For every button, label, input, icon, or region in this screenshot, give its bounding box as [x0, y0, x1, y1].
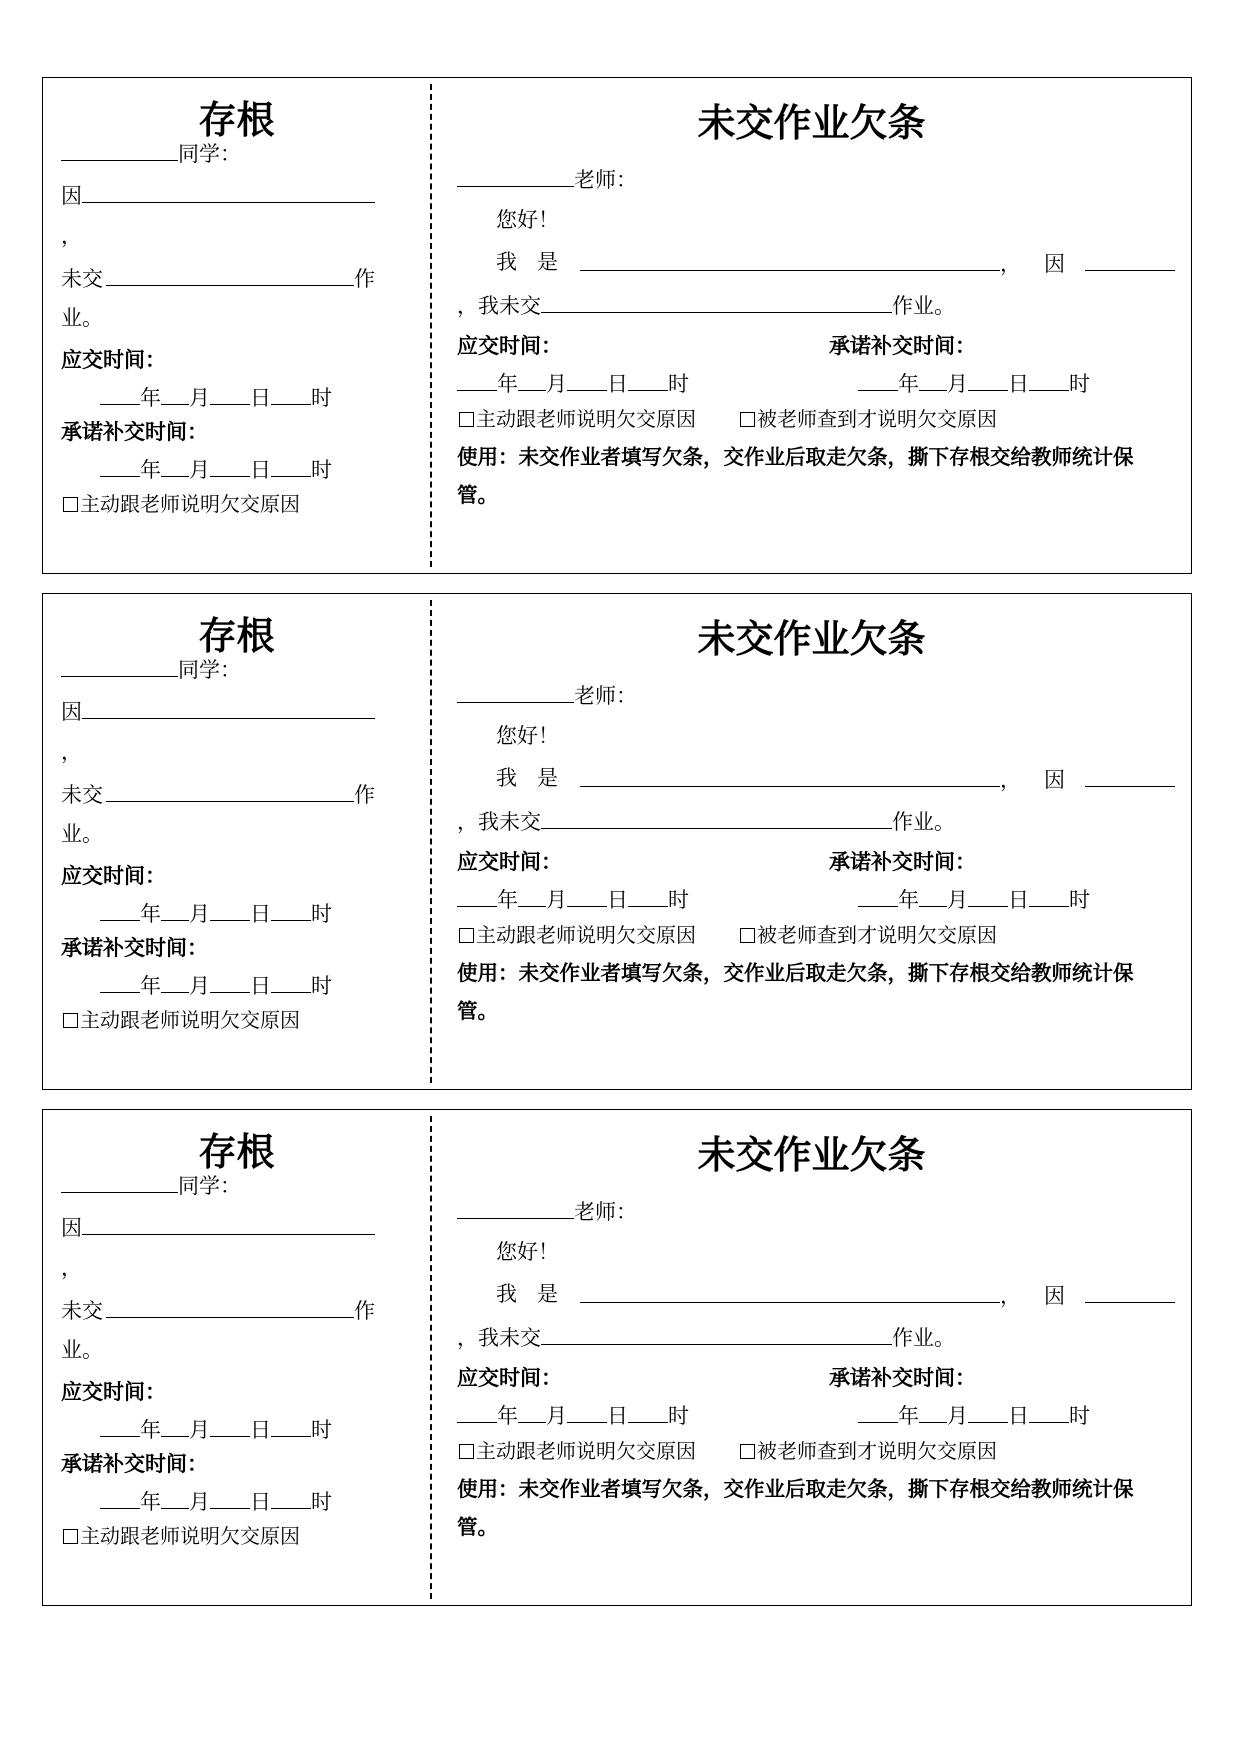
- homework-suffix: 作业。: [892, 1326, 955, 1350]
- teacher-name-field[interactable]: [457, 166, 574, 187]
- main-homework-field[interactable]: [541, 808, 892, 829]
- student-name-field[interactable]: [580, 766, 1000, 787]
- checkbox-label: 主动跟老师说明欠交原因: [80, 1008, 300, 1032]
- comma: ，: [1000, 1284, 1021, 1308]
- checkbox-caught-row[interactable]: [740, 923, 997, 947]
- teacher-name-field[interactable]: [457, 1198, 574, 1219]
- main-unsubmitted-row: [457, 808, 955, 834]
- i-am-word-1: 我: [496, 766, 517, 790]
- month-label: 月: [947, 1404, 968, 1428]
- main-promise-date-row: [858, 1402, 1090, 1428]
- due-month-field[interactable]: [518, 886, 546, 907]
- greeting: 您好！: [496, 724, 559, 748]
- month-label: 月: [947, 372, 968, 396]
- checkbox-icon[interactable]: [63, 1529, 78, 1544]
- promise-year-field[interactable]: [100, 972, 140, 993]
- promise-hour-field[interactable]: [271, 1488, 311, 1509]
- year-label: 年: [140, 1490, 161, 1514]
- checkbox-label: 被老师查到才说明欠交原因: [757, 1439, 997, 1463]
- checkbox-label: 主动跟老师说明欠交原因: [80, 1524, 300, 1548]
- hour-label: 时: [311, 1418, 332, 1442]
- main-due-date-row: [457, 370, 689, 396]
- main-reason-field[interactable]: [1085, 766, 1175, 787]
- day-label: 日: [250, 902, 271, 926]
- iou-title: 未交作业欠条: [697, 616, 926, 661]
- teacher-suffix: 老师：: [574, 684, 637, 708]
- promise-month-field[interactable]: [919, 1402, 947, 1423]
- student-name-field[interactable]: [61, 140, 178, 161]
- stub-unsubmitted-row: [61, 781, 375, 807]
- due-year-field[interactable]: [457, 1402, 497, 1423]
- promise-year-field[interactable]: [100, 1488, 140, 1509]
- main-homework-field[interactable]: [541, 292, 892, 313]
- stub-promise-label: 承诺补交时间：: [61, 1451, 208, 1476]
- day-label: 日: [250, 1490, 271, 1514]
- i-am-row: [496, 1282, 558, 1306]
- homework-suffix: 作: [354, 267, 375, 291]
- promise-year-field[interactable]: [858, 886, 898, 907]
- day-label: 日: [607, 888, 628, 912]
- usage-note-line-1: 使用：未交作业者填写欠条，交作业后取走欠条，撕下存根交给教师统计保: [457, 961, 1134, 985]
- day-label: 日: [250, 974, 271, 998]
- due-hour-field[interactable]: [271, 1416, 311, 1437]
- stub-homework-field[interactable]: [106, 781, 354, 802]
- hour-label: 时: [1069, 888, 1090, 912]
- stub-comma: ，: [61, 224, 82, 248]
- checkbox-caught-row[interactable]: [740, 407, 997, 431]
- teacher-suffix: 老师：: [574, 1200, 637, 1224]
- due-month-field[interactable]: [518, 370, 546, 391]
- comma: ，: [1000, 252, 1021, 276]
- hour-label: 时: [311, 386, 332, 410]
- due-day-field[interactable]: [210, 1416, 250, 1437]
- checkbox-proactive-row[interactable]: [459, 407, 696, 431]
- student-suffix: 同学：: [178, 1174, 241, 1198]
- due-hour-field[interactable]: [271, 900, 311, 921]
- month-label: 月: [947, 888, 968, 912]
- iou-section: [432, 594, 1191, 1089]
- stub-checkbox-row[interactable]: [63, 492, 300, 516]
- promise-year-field[interactable]: [858, 370, 898, 391]
- i-am-row: [496, 766, 558, 790]
- promise-day-field[interactable]: [210, 456, 250, 477]
- year-label: 年: [140, 386, 161, 410]
- unsubmitted-prefix: 未交: [61, 1299, 103, 1323]
- teacher-suffix: 老师：: [574, 168, 637, 192]
- hour-label: 时: [1069, 1404, 1090, 1428]
- stub-due-date-row: [100, 1416, 332, 1442]
- year-label: 年: [497, 888, 518, 912]
- because-row: [1044, 766, 1175, 792]
- unsubmitted-prefix: ，我未交: [457, 1326, 541, 1350]
- month-label: 月: [189, 1490, 210, 1514]
- stub-comma: ，: [61, 740, 82, 764]
- hour-label: 时: [311, 1490, 332, 1514]
- promise-month-field[interactable]: [161, 972, 189, 993]
- hour-label: 时: [1069, 372, 1090, 396]
- promise-hour-field[interactable]: [271, 972, 311, 993]
- student-name-field[interactable]: [61, 1172, 178, 1193]
- hour-label: 时: [668, 1404, 689, 1428]
- promise-day-field[interactable]: [210, 1488, 250, 1509]
- stub-homework-suffix-2: 业。: [61, 306, 103, 330]
- stub-title: 存根: [198, 613, 275, 658]
- i-am-word-2: 是: [537, 250, 558, 274]
- hour-label: 时: [311, 458, 332, 482]
- comma: ，: [1000, 768, 1021, 792]
- promise-month-field[interactable]: [161, 1488, 189, 1509]
- unsubmitted-prefix: ，我未交: [457, 810, 541, 834]
- checkbox-icon[interactable]: [459, 412, 474, 427]
- month-label: 月: [546, 1404, 567, 1428]
- day-label: 日: [250, 458, 271, 482]
- due-hour-field[interactable]: [628, 886, 668, 907]
- due-year-field[interactable]: [457, 370, 497, 391]
- promise-month-field[interactable]: [919, 886, 947, 907]
- main-due-label: 应交时间：: [457, 1365, 562, 1390]
- checkbox-icon[interactable]: [63, 1013, 78, 1028]
- name-line-row: [580, 250, 1021, 276]
- due-year-field[interactable]: [100, 1416, 140, 1437]
- promise-day-field[interactable]: [968, 1402, 1008, 1423]
- stub-reason-row: [61, 1214, 375, 1240]
- stub-promise-label: 承诺补交时间：: [61, 935, 208, 960]
- checkbox-label: 主动跟老师说明欠交原因: [80, 492, 300, 516]
- year-label: 年: [140, 1418, 161, 1442]
- main-reason-field[interactable]: [1085, 1282, 1175, 1303]
- main-due-date-row: [457, 1402, 689, 1428]
- day-label: 日: [607, 372, 628, 396]
- checkbox-proactive-row[interactable]: [459, 1439, 696, 1463]
- student-name-row: [61, 1172, 241, 1198]
- stub-title: 存根: [198, 97, 275, 142]
- month-label: 月: [189, 1418, 210, 1442]
- due-day-field[interactable]: [210, 384, 250, 405]
- month-label: 月: [546, 888, 567, 912]
- promise-hour-field[interactable]: [271, 456, 311, 477]
- stub-due-label: 应交时间：: [61, 863, 166, 888]
- month-label: 月: [189, 386, 210, 410]
- promise-year-field[interactable]: [858, 1402, 898, 1423]
- checkbox-label: 主动跟老师说明欠交原因: [476, 923, 696, 947]
- because-row: [1044, 1282, 1175, 1308]
- due-hour-field[interactable]: [628, 1402, 668, 1423]
- teacher-name-row: [457, 1198, 637, 1224]
- stub-reason-row: [61, 698, 375, 724]
- main-reason-field[interactable]: [1085, 250, 1175, 271]
- because-row: [1044, 250, 1175, 276]
- checkbox-icon[interactable]: [459, 928, 474, 943]
- day-label: 日: [250, 386, 271, 410]
- main-unsubmitted-row: [457, 292, 955, 318]
- due-hour-field[interactable]: [628, 370, 668, 391]
- stub-unsubmitted-row: [61, 265, 375, 291]
- month-label: 月: [189, 974, 210, 998]
- name-line-row: [580, 1282, 1021, 1308]
- hour-label: 时: [668, 372, 689, 396]
- stub-reason-field[interactable]: [82, 698, 375, 719]
- checkbox-label: 被老师查到才说明欠交原因: [757, 923, 997, 947]
- due-month-field[interactable]: [161, 900, 189, 921]
- iou-slip: [42, 593, 1192, 1090]
- usage-note-line-2: 管。: [457, 483, 498, 507]
- promise-day-field[interactable]: [968, 370, 1008, 391]
- stub-reason-field[interactable]: [82, 1214, 375, 1235]
- stub-title: 存根: [198, 1129, 275, 1174]
- promise-day-field[interactable]: [210, 972, 250, 993]
- stub-homework-field[interactable]: [106, 265, 354, 286]
- usage-note-line-1: 使用：未交作业者填写欠条，交作业后取走欠条，撕下存根交给教师统计保: [457, 1477, 1134, 1501]
- usage-note-line-2: 管。: [457, 999, 498, 1023]
- promise-hour-field[interactable]: [1029, 370, 1069, 391]
- teacher-name-field[interactable]: [457, 682, 574, 703]
- student-name-field[interactable]: [61, 656, 178, 677]
- promise-hour-field[interactable]: [1029, 886, 1069, 907]
- main-due-date-row: [457, 886, 689, 912]
- hour-label: 时: [311, 974, 332, 998]
- homework-suffix: 作: [354, 783, 375, 807]
- day-label: 日: [250, 1418, 271, 1442]
- i-am-word-1: 我: [496, 1282, 517, 1306]
- reason-prefix: 因: [61, 1216, 82, 1240]
- stub-homework-suffix-2: 业。: [61, 1338, 103, 1362]
- main-promise-date-row: [858, 886, 1090, 912]
- day-label: 日: [1008, 888, 1029, 912]
- i-am-word-2: 是: [537, 1282, 558, 1306]
- day-label: 日: [1008, 1404, 1029, 1428]
- i-am-word-2: 是: [537, 766, 558, 790]
- checkbox-proactive-row[interactable]: [459, 923, 696, 947]
- due-month-field[interactable]: [518, 1402, 546, 1423]
- checkbox-label: 主动跟老师说明欠交原因: [476, 1439, 696, 1463]
- checkbox-label: 被老师查到才说明欠交原因: [757, 407, 997, 431]
- checkbox-label: 主动跟老师说明欠交原因: [476, 407, 696, 431]
- promise-hour-field[interactable]: [1029, 1402, 1069, 1423]
- iou-section: [432, 78, 1191, 573]
- iou-slip: [42, 1109, 1192, 1606]
- student-suffix: 同学：: [178, 142, 241, 166]
- main-due-label: 应交时间：: [457, 849, 562, 874]
- name-line-row: [580, 766, 1021, 792]
- student-name-row: [61, 656, 241, 682]
- stub-section: [43, 78, 430, 573]
- main-promise-label: 承诺补交时间：: [829, 333, 976, 358]
- due-day-field[interactable]: [567, 886, 607, 907]
- student-name-field[interactable]: [580, 1282, 1000, 1303]
- year-label: 年: [140, 974, 161, 998]
- usage-note-line-1: 使用：未交作业者填写欠条，交作业后取走欠条，撕下存根交给教师统计保: [457, 445, 1134, 469]
- main-unsubmitted-row: [457, 1324, 955, 1350]
- checkbox-icon[interactable]: [740, 928, 755, 943]
- main-promise-label: 承诺补交时间：: [829, 849, 976, 874]
- checkbox-icon[interactable]: [740, 1444, 755, 1459]
- unsubmitted-prefix: 未交: [61, 267, 103, 291]
- greeting: 您好！: [496, 208, 559, 232]
- hour-label: 时: [668, 888, 689, 912]
- unsubmitted-prefix: 未交: [61, 783, 103, 807]
- homework-suffix: 作业。: [892, 294, 955, 318]
- checkbox-icon[interactable]: [740, 412, 755, 427]
- stub-checkbox-row[interactable]: [63, 1524, 300, 1548]
- usage-note-line-2: 管。: [457, 1515, 498, 1539]
- reason-prefix: 因: [61, 184, 82, 208]
- unsubmitted-prefix: ，我未交: [457, 294, 541, 318]
- main-homework-field[interactable]: [541, 1324, 892, 1345]
- month-label: 月: [546, 372, 567, 396]
- main-promise-label: 承诺补交时间：: [829, 1365, 976, 1390]
- promise-day-field[interactable]: [968, 886, 1008, 907]
- greeting: 您好！: [496, 1240, 559, 1264]
- checkbox-caught-row[interactable]: [740, 1439, 997, 1463]
- teacher-name-row: [457, 682, 637, 708]
- hour-label: 时: [311, 902, 332, 926]
- because-label: 因: [1044, 1284, 1065, 1308]
- stub-section: [43, 594, 430, 1089]
- year-label: 年: [140, 902, 161, 926]
- checkbox-icon[interactable]: [63, 497, 78, 512]
- promise-month-field[interactable]: [919, 370, 947, 391]
- iou-slip: [42, 77, 1192, 574]
- stub-reason-field[interactable]: [82, 182, 375, 203]
- teacher-name-row: [457, 166, 637, 192]
- day-label: 日: [607, 1404, 628, 1428]
- iou-title: 未交作业欠条: [697, 100, 926, 145]
- promise-year-field[interactable]: [100, 456, 140, 477]
- i-am-word-1: 我: [496, 250, 517, 274]
- due-day-field[interactable]: [567, 370, 607, 391]
- stub-due-date-row: [100, 384, 332, 410]
- stub-due-label: 应交时间：: [61, 347, 166, 372]
- year-label: 年: [898, 372, 919, 396]
- iou-title: 未交作业欠条: [697, 1132, 926, 1177]
- because-label: 因: [1044, 252, 1065, 276]
- stub-section: [43, 1110, 430, 1605]
- due-month-field[interactable]: [161, 384, 189, 405]
- i-am-row: [496, 250, 558, 274]
- iou-section: [432, 1110, 1191, 1605]
- stub-due-date-row: [100, 900, 332, 926]
- reason-prefix: 因: [61, 700, 82, 724]
- stub-promise-date-row: [100, 456, 332, 482]
- due-day-field[interactable]: [210, 900, 250, 921]
- checkbox-icon[interactable]: [459, 1444, 474, 1459]
- main-due-label: 应交时间：: [457, 333, 562, 358]
- stub-unsubmitted-row: [61, 1297, 375, 1323]
- year-label: 年: [497, 1404, 518, 1428]
- stub-reason-row: [61, 182, 375, 208]
- student-name-field[interactable]: [580, 250, 1000, 271]
- student-name-row: [61, 140, 241, 166]
- year-label: 年: [140, 458, 161, 482]
- due-hour-field[interactable]: [271, 384, 311, 405]
- due-day-field[interactable]: [567, 1402, 607, 1423]
- stub-homework-suffix-2: 业。: [61, 822, 103, 846]
- year-label: 年: [497, 372, 518, 396]
- stub-due-label: 应交时间：: [61, 1379, 166, 1404]
- stub-comma: ，: [61, 1256, 82, 1280]
- month-label: 月: [189, 458, 210, 482]
- year-label: 年: [898, 888, 919, 912]
- due-year-field[interactable]: [100, 900, 140, 921]
- student-suffix: 同学：: [178, 658, 241, 682]
- promise-month-field[interactable]: [161, 456, 189, 477]
- homework-suffix: 作: [354, 1299, 375, 1323]
- stub-promise-date-row: [100, 1488, 332, 1514]
- homework-suffix: 作业。: [892, 810, 955, 834]
- stub-homework-field[interactable]: [106, 1297, 354, 1318]
- because-label: 因: [1044, 768, 1065, 792]
- due-year-field[interactable]: [457, 886, 497, 907]
- year-label: 年: [898, 1404, 919, 1428]
- stub-promise-date-row: [100, 972, 332, 998]
- due-year-field[interactable]: [100, 384, 140, 405]
- day-label: 日: [1008, 372, 1029, 396]
- main-promise-date-row: [858, 370, 1090, 396]
- stub-checkbox-row[interactable]: [63, 1008, 300, 1032]
- month-label: 月: [189, 902, 210, 926]
- stub-promise-label: 承诺补交时间：: [61, 419, 208, 444]
- due-month-field[interactable]: [161, 1416, 189, 1437]
